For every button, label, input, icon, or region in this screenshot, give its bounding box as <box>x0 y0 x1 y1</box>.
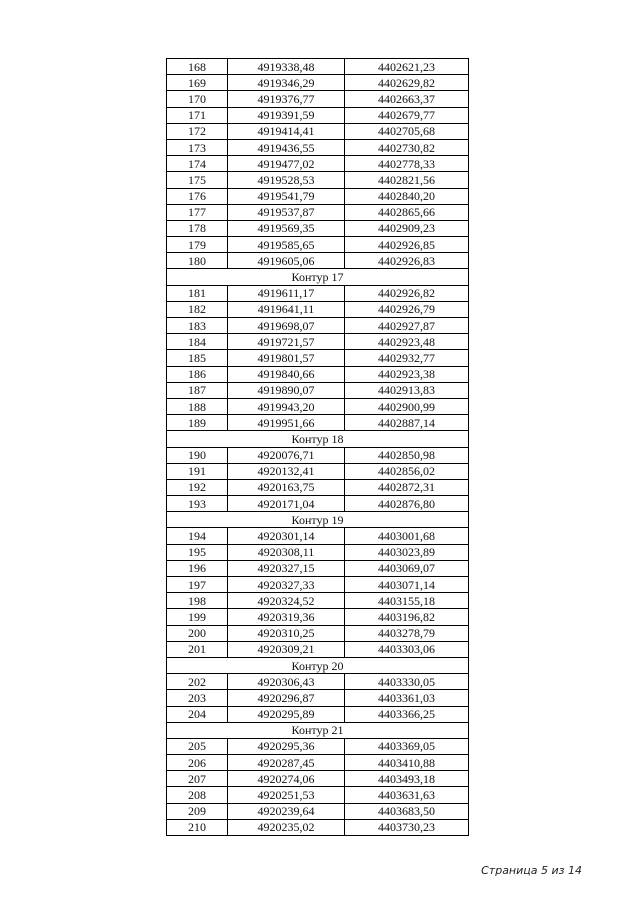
table-row <box>167 755 469 771</box>
table-row <box>167 738 469 754</box>
table-row <box>167 75 469 91</box>
x-coordinate-cell: 4919698,07 <box>228 318 345 334</box>
y-coordinate-cell: 4403361,03 <box>345 690 469 706</box>
point-number-cell: 203 <box>167 690 228 706</box>
table-row <box>167 625 469 641</box>
x-coordinate-cell: 4919477,02 <box>228 156 345 172</box>
x-coordinate-cell: 4920295,36 <box>228 738 345 754</box>
y-coordinate-cell: 4402856,02 <box>345 463 469 479</box>
table-row <box>167 350 469 366</box>
y-coordinate-cell: 4402909,23 <box>345 220 469 236</box>
x-coordinate-cell: 4920319,36 <box>228 609 345 625</box>
y-coordinate-cell: 4402926,85 <box>345 237 469 253</box>
table-row <box>167 366 469 382</box>
point-number-cell: 181 <box>167 285 228 301</box>
x-coordinate-cell: 4920327,15 <box>228 560 345 576</box>
x-coordinate-cell: 4919605,06 <box>228 253 345 269</box>
table-row <box>167 415 469 431</box>
point-number-cell: 169 <box>167 75 228 91</box>
table-row <box>167 609 469 625</box>
point-number-cell: 206 <box>167 755 228 771</box>
contour-label: Контур 17 <box>167 269 469 285</box>
point-number-cell: 191 <box>167 463 228 479</box>
y-coordinate-cell: 4402887,14 <box>345 415 469 431</box>
x-coordinate-cell: 4919840,66 <box>228 366 345 382</box>
table-row <box>167 641 469 657</box>
x-coordinate-cell: 4919537,87 <box>228 204 345 220</box>
table-row <box>167 139 469 155</box>
x-coordinate-cell: 4919346,29 <box>228 75 345 91</box>
point-number-cell: 205 <box>167 738 228 754</box>
y-coordinate-cell: 4403493,18 <box>345 771 469 787</box>
point-number-cell: 170 <box>167 91 228 107</box>
point-number-cell: 184 <box>167 334 228 350</box>
table-row <box>167 188 469 204</box>
contour-header-row <box>167 269 469 285</box>
x-coordinate-cell: 4920296,87 <box>228 690 345 706</box>
point-number-cell: 210 <box>167 819 228 835</box>
table-row <box>167 91 469 107</box>
y-coordinate-cell: 4402932,77 <box>345 350 469 366</box>
table-row <box>167 463 469 479</box>
x-coordinate-cell: 4919585,65 <box>228 237 345 253</box>
x-coordinate-cell: 4919436,55 <box>228 139 345 155</box>
point-number-cell: 198 <box>167 593 228 609</box>
table-row <box>167 123 469 139</box>
contour-label: Контур 19 <box>167 512 469 528</box>
y-coordinate-cell: 4402821,56 <box>345 172 469 188</box>
y-coordinate-cell: 4402629,82 <box>345 75 469 91</box>
table-row <box>167 253 469 269</box>
point-number-cell: 200 <box>167 625 228 641</box>
point-number-cell: 183 <box>167 318 228 334</box>
x-coordinate-cell: 4920163,75 <box>228 479 345 495</box>
contour-header-row <box>167 512 469 528</box>
point-number-cell: 199 <box>167 609 228 625</box>
table-row <box>167 690 469 706</box>
table-row <box>167 107 469 123</box>
y-coordinate-cell: 4402865,66 <box>345 204 469 220</box>
table-row <box>167 819 469 835</box>
point-number-cell: 174 <box>167 156 228 172</box>
x-coordinate-cell: 4919801,57 <box>228 350 345 366</box>
y-coordinate-cell: 4402926,82 <box>345 285 469 301</box>
point-number-cell: 185 <box>167 350 228 366</box>
x-coordinate-cell: 4920308,11 <box>228 544 345 560</box>
y-coordinate-cell: 4403410,88 <box>345 755 469 771</box>
x-coordinate-cell: 4920132,41 <box>228 463 345 479</box>
point-number-cell: 193 <box>167 496 228 512</box>
y-coordinate-cell: 4402913,83 <box>345 382 469 398</box>
point-number-cell: 177 <box>167 204 228 220</box>
point-number-cell: 208 <box>167 787 228 803</box>
y-coordinate-cell: 4402778,33 <box>345 156 469 172</box>
contour-header-row <box>167 431 469 447</box>
y-coordinate-cell: 4403369,05 <box>345 738 469 754</box>
table-row <box>167 593 469 609</box>
x-coordinate-cell: 4920324,52 <box>228 593 345 609</box>
y-coordinate-cell: 4402840,20 <box>345 188 469 204</box>
x-coordinate-cell: 4920295,89 <box>228 706 345 722</box>
x-coordinate-cell: 4919943,20 <box>228 398 345 414</box>
y-coordinate-cell: 4402926,79 <box>345 301 469 317</box>
y-coordinate-cell: 4402876,80 <box>345 496 469 512</box>
x-coordinate-cell: 4919414,41 <box>228 123 345 139</box>
point-number-cell: 171 <box>167 107 228 123</box>
x-coordinate-cell: 4920274,06 <box>228 771 345 787</box>
table-row <box>167 577 469 593</box>
y-coordinate-cell: 4402872,31 <box>345 479 469 495</box>
y-coordinate-cell: 4403730,23 <box>345 819 469 835</box>
table-row <box>167 301 469 317</box>
y-coordinate-cell: 4402900,99 <box>345 398 469 414</box>
table-row <box>167 285 469 301</box>
x-coordinate-cell: 4920327,33 <box>228 577 345 593</box>
point-number-cell: 190 <box>167 447 228 463</box>
table-row <box>167 318 469 334</box>
table-row <box>167 674 469 690</box>
point-number-cell: 192 <box>167 479 228 495</box>
point-number-cell: 172 <box>167 123 228 139</box>
point-number-cell: 178 <box>167 220 228 236</box>
point-number-cell: 168 <box>167 59 228 75</box>
point-number-cell: 179 <box>167 237 228 253</box>
table-row <box>167 447 469 463</box>
x-coordinate-cell: 4919376,77 <box>228 91 345 107</box>
point-number-cell: 187 <box>167 382 228 398</box>
x-coordinate-cell: 4919338,48 <box>228 59 345 75</box>
contour-header-row <box>167 657 469 673</box>
page-number-footer: Страница 5 из 14 <box>481 864 582 877</box>
point-number-cell: 182 <box>167 301 228 317</box>
y-coordinate-cell: 4402705,68 <box>345 123 469 139</box>
y-coordinate-cell: 4402850,98 <box>345 447 469 463</box>
point-number-cell: 175 <box>167 172 228 188</box>
table-row <box>167 382 469 398</box>
y-coordinate-cell: 4403023,89 <box>345 544 469 560</box>
y-coordinate-cell: 4402663,37 <box>345 91 469 107</box>
table-row <box>167 496 469 512</box>
y-coordinate-cell: 4402679,77 <box>345 107 469 123</box>
x-coordinate-cell: 4919611,17 <box>228 285 345 301</box>
table-row <box>167 398 469 414</box>
x-coordinate-cell: 4919528,53 <box>228 172 345 188</box>
y-coordinate-cell: 4402926,83 <box>345 253 469 269</box>
contour-label: Контур 20 <box>167 657 469 673</box>
point-number-cell: 194 <box>167 528 228 544</box>
table-row <box>167 59 469 75</box>
x-coordinate-cell: 4920309,21 <box>228 641 345 657</box>
table-row <box>167 528 469 544</box>
x-coordinate-cell: 4919569,35 <box>228 220 345 236</box>
coordinates-table <box>166 58 469 836</box>
x-coordinate-cell: 4920239,64 <box>228 803 345 819</box>
point-number-cell: 202 <box>167 674 228 690</box>
point-number-cell: 186 <box>167 366 228 382</box>
contour-label: Контур 18 <box>167 431 469 447</box>
point-number-cell: 189 <box>167 415 228 431</box>
x-coordinate-cell: 4920301,14 <box>228 528 345 544</box>
y-coordinate-cell: 4403001,68 <box>345 528 469 544</box>
x-coordinate-cell: 4919721,57 <box>228 334 345 350</box>
table-row <box>167 544 469 560</box>
x-coordinate-cell: 4919641,11 <box>228 301 345 317</box>
point-number-cell: 195 <box>167 544 228 560</box>
point-number-cell: 173 <box>167 139 228 155</box>
y-coordinate-cell: 4402927,87 <box>345 318 469 334</box>
coordinates-table-body <box>167 59 469 836</box>
y-coordinate-cell: 4402730,82 <box>345 139 469 155</box>
table-row <box>167 771 469 787</box>
table-row <box>167 172 469 188</box>
table-row <box>167 706 469 722</box>
y-coordinate-cell: 4402923,38 <box>345 366 469 382</box>
y-coordinate-cell: 4403278,79 <box>345 625 469 641</box>
table-row <box>167 560 469 576</box>
point-number-cell: 201 <box>167 641 228 657</box>
table-row <box>167 237 469 253</box>
table-row <box>167 787 469 803</box>
y-coordinate-cell: 4403631,63 <box>345 787 469 803</box>
table-row <box>167 220 469 236</box>
x-coordinate-cell: 4919951,66 <box>228 415 345 431</box>
x-coordinate-cell: 4920171,04 <box>228 496 345 512</box>
y-coordinate-cell: 4403196,82 <box>345 609 469 625</box>
table-row <box>167 479 469 495</box>
x-coordinate-cell: 4919890,07 <box>228 382 345 398</box>
x-coordinate-cell: 4920251,53 <box>228 787 345 803</box>
point-number-cell: 197 <box>167 577 228 593</box>
x-coordinate-cell: 4920310,25 <box>228 625 345 641</box>
x-coordinate-cell: 4920287,45 <box>228 755 345 771</box>
y-coordinate-cell: 4403303,06 <box>345 641 469 657</box>
point-number-cell: 180 <box>167 253 228 269</box>
point-number-cell: 176 <box>167 188 228 204</box>
y-coordinate-cell: 4403330,05 <box>345 674 469 690</box>
contour-label: Контур 21 <box>167 722 469 738</box>
y-coordinate-cell: 4403155,18 <box>345 593 469 609</box>
point-number-cell: 196 <box>167 560 228 576</box>
y-coordinate-cell: 4402923,48 <box>345 334 469 350</box>
point-number-cell: 188 <box>167 398 228 414</box>
y-coordinate-cell: 4403683,50 <box>345 803 469 819</box>
y-coordinate-cell: 4403071,14 <box>345 577 469 593</box>
point-number-cell: 204 <box>167 706 228 722</box>
y-coordinate-cell: 4403366,25 <box>345 706 469 722</box>
x-coordinate-cell: 4920306,43 <box>228 674 345 690</box>
point-number-cell: 207 <box>167 771 228 787</box>
x-coordinate-cell: 4919391,59 <box>228 107 345 123</box>
table-row <box>167 803 469 819</box>
contour-header-row <box>167 722 469 738</box>
point-number-cell: 209 <box>167 803 228 819</box>
table-row <box>167 334 469 350</box>
y-coordinate-cell: 4403069,07 <box>345 560 469 576</box>
x-coordinate-cell: 4920076,71 <box>228 447 345 463</box>
y-coordinate-cell: 4402621,23 <box>345 59 469 75</box>
x-coordinate-cell: 4919541,79 <box>228 188 345 204</box>
table-row <box>167 204 469 220</box>
x-coordinate-cell: 4920235,02 <box>228 819 345 835</box>
table-row <box>167 156 469 172</box>
